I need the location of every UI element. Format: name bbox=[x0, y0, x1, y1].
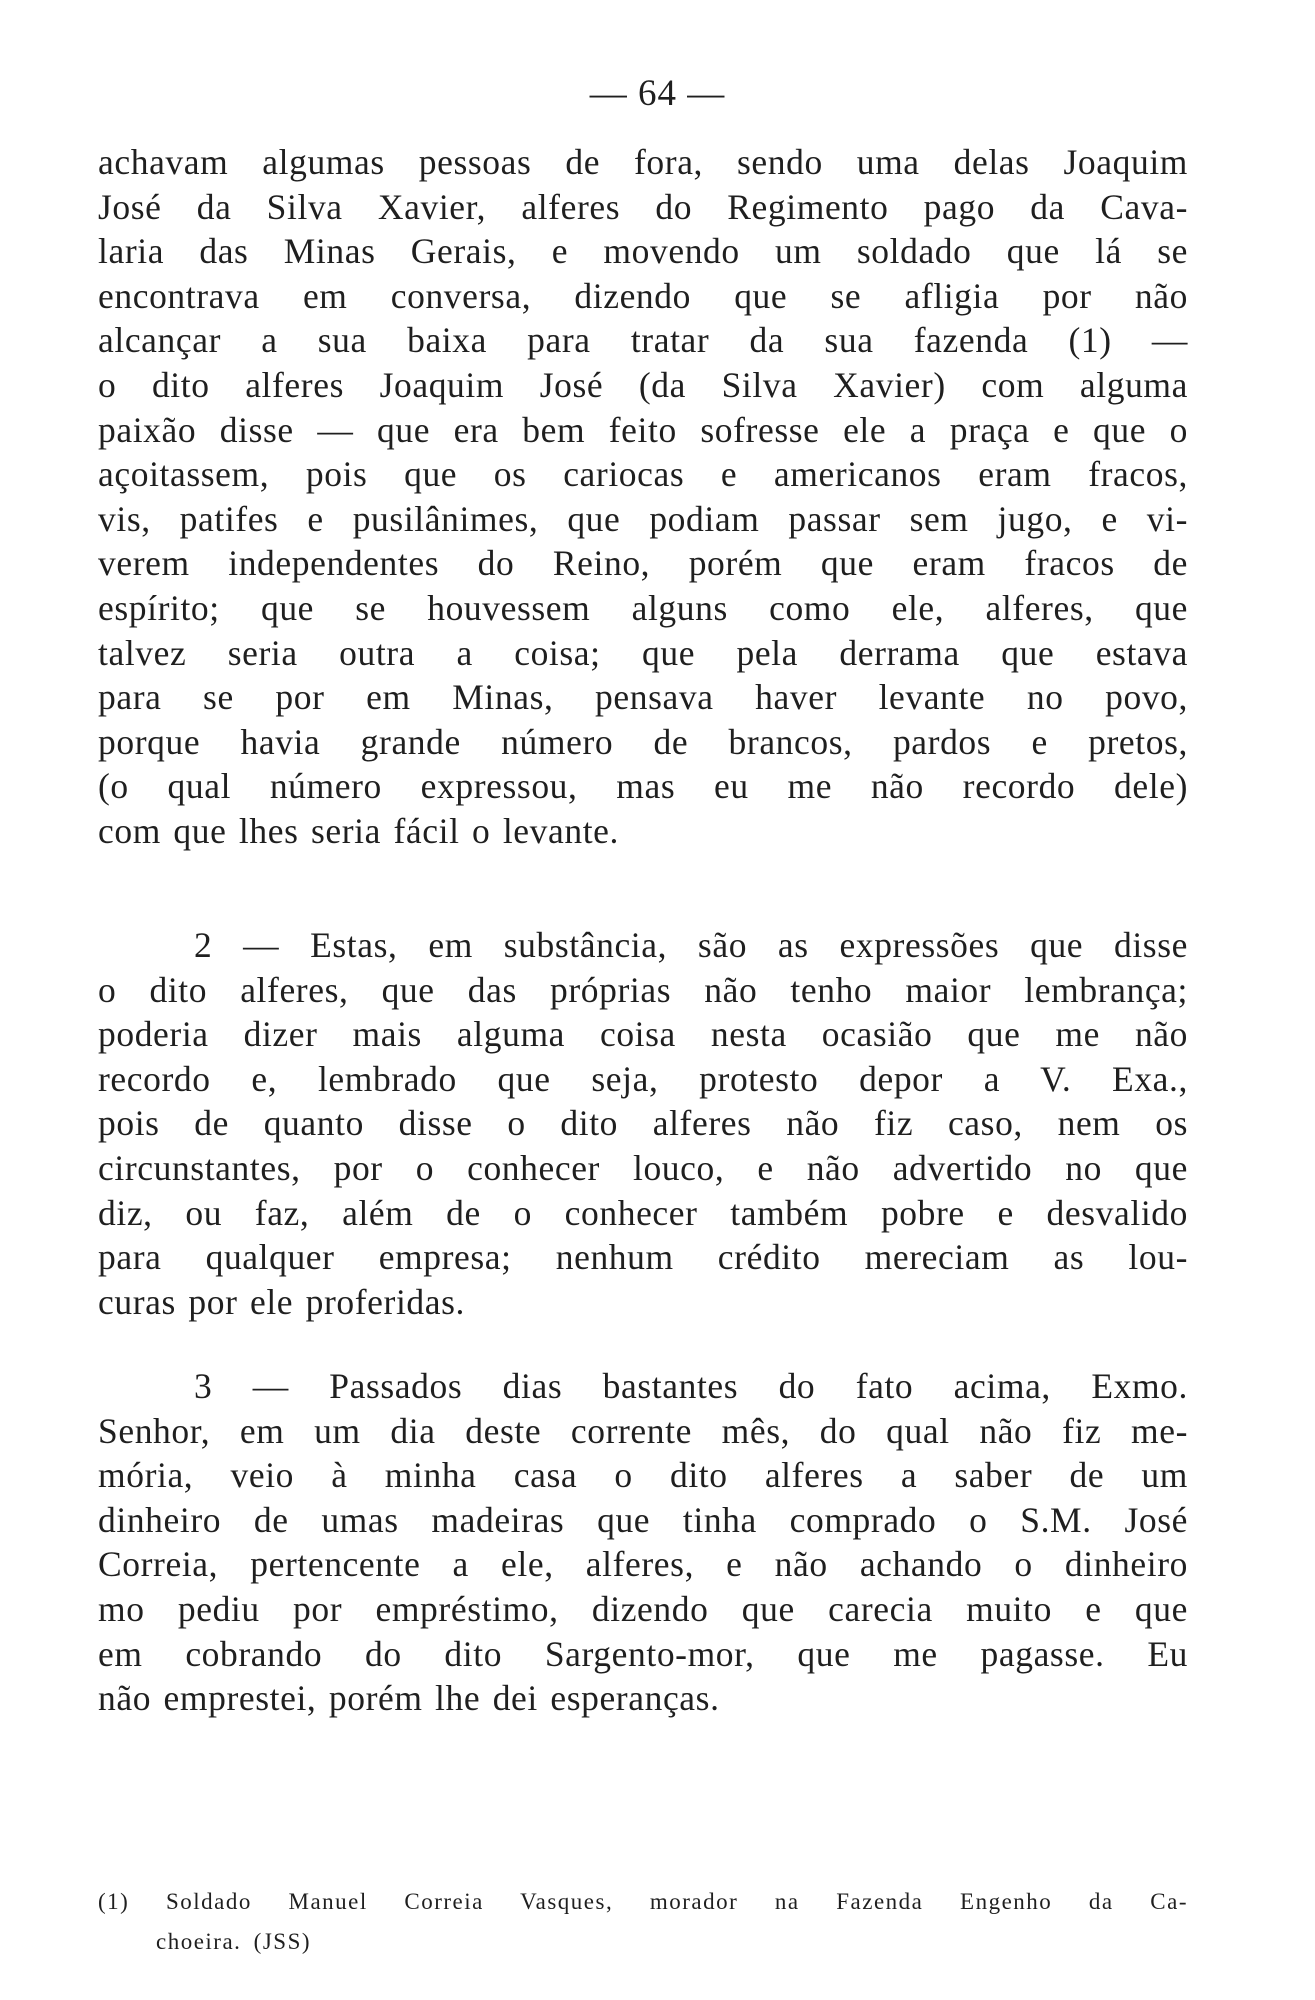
text-line: para qualquer empresa; nenhum crédito mereciam as lou- bbox=[98, 1237, 1188, 1278]
text-line: açoitassem, pois que os cariocas e americanos eram fracos, bbox=[98, 454, 1188, 495]
text-line: recordo e, lembrado que seja, protesto depor a V. Exa., bbox=[98, 1058, 1188, 1099]
text-line: Senhor, em um dia deste corrente mês, do qual não fiz me- bbox=[98, 1410, 1188, 1451]
text-line: porque havia grande número de brancos, pardos e pretos, bbox=[98, 721, 1188, 762]
text-line: não emprestei, porém lhe dei esperanças. bbox=[98, 1678, 720, 1719]
text-line: Correia, pertencente a ele, alferes, e não achando o dinheiro bbox=[98, 1544, 1188, 1585]
text-line: para se por em Minas, pensava haver levante no povo, bbox=[98, 677, 1188, 718]
text-line: 3 — Passados dias bastantes do fato acima, Exmo. bbox=[194, 1366, 1188, 1406]
text-line: encontrava em conversa, dizendo que se afligia por não bbox=[98, 275, 1188, 316]
text-line: paixão disse — que era bem feito sofresse ele a praça e que o bbox=[98, 409, 1188, 450]
text-line: vis, patifes e pusilânimes, que podiam passar sem jugo, e vi- bbox=[98, 498, 1188, 539]
text-line: diz, ou faz, além de o conhecer também pobre e desvalido bbox=[98, 1192, 1188, 1233]
page-number: — 64 — bbox=[589, 73, 726, 114]
text-line: em cobrando do dito Sargento-mor, que me pagasse. Eu bbox=[98, 1633, 1188, 1674]
text-line: laria das Minas Gerais, e movendo um soldado que lá se bbox=[98, 231, 1188, 272]
text-line: achavam algumas pessoas de fora, sendo uma delas Joaquim bbox=[98, 142, 1188, 182]
paragraph-2 bbox=[98, 923, 1188, 1324]
text-line: circunstantes, por o conhecer louco, e não advertido no que bbox=[98, 1147, 1188, 1188]
paragraph-3 bbox=[98, 1364, 1188, 1721]
text-line: o dito alferes Joaquim José (da Silva Xavier) com alguma bbox=[98, 364, 1188, 405]
paragraph-1 bbox=[98, 140, 1188, 854]
text-line: mo pediu por empréstimo, dizendo que carecia muito e que bbox=[98, 1588, 1188, 1629]
text-line: espírito; que se houvessem alguns como ele, alferes, que bbox=[98, 587, 1188, 628]
text-line: (o qual número expressou, mas eu me não recordo dele) bbox=[98, 766, 1188, 807]
text-line: dinheiro de umas madeiras que tinha comprado o S.M. José bbox=[98, 1499, 1188, 1540]
text-line: com que lhes seria fácil o levante. bbox=[98, 810, 620, 851]
text-line: pois de quanto disse o dito alferes não fiz caso, nem os bbox=[98, 1103, 1188, 1144]
footnote-line: (1) Soldado Manuel Correia Vasques, morador na Fazenda Engenho da Ca- bbox=[98, 1889, 1188, 1914]
text-line: poderia dizer mais alguma coisa nesta ocasião que me não bbox=[98, 1014, 1188, 1055]
text-line: o dito alferes, que das próprias não tenho maior lembrança; bbox=[98, 969, 1188, 1010]
text-line: talvez seria outra a coisa; que pela derrama que estava bbox=[98, 632, 1188, 673]
footnote bbox=[98, 1882, 1188, 1962]
text-line: alcançar a sua baixa para tratar da sua fazenda (1) — bbox=[98, 320, 1188, 361]
footnote-line: choeira. (JSS) bbox=[156, 1929, 312, 1954]
text-line: 2 — Estas, em substância, são as expressões que disse bbox=[194, 925, 1188, 965]
text-line: José da Silva Xavier, alferes do Regimento pago da Cava- bbox=[98, 186, 1188, 227]
text-line: verem independentes do Reino, porém que eram fracos de bbox=[98, 543, 1188, 584]
text-line: curas por ele proferidas. bbox=[98, 1281, 466, 1322]
text-line: mória, veio à minha casa o dito alferes a saber de um bbox=[98, 1455, 1188, 1496]
